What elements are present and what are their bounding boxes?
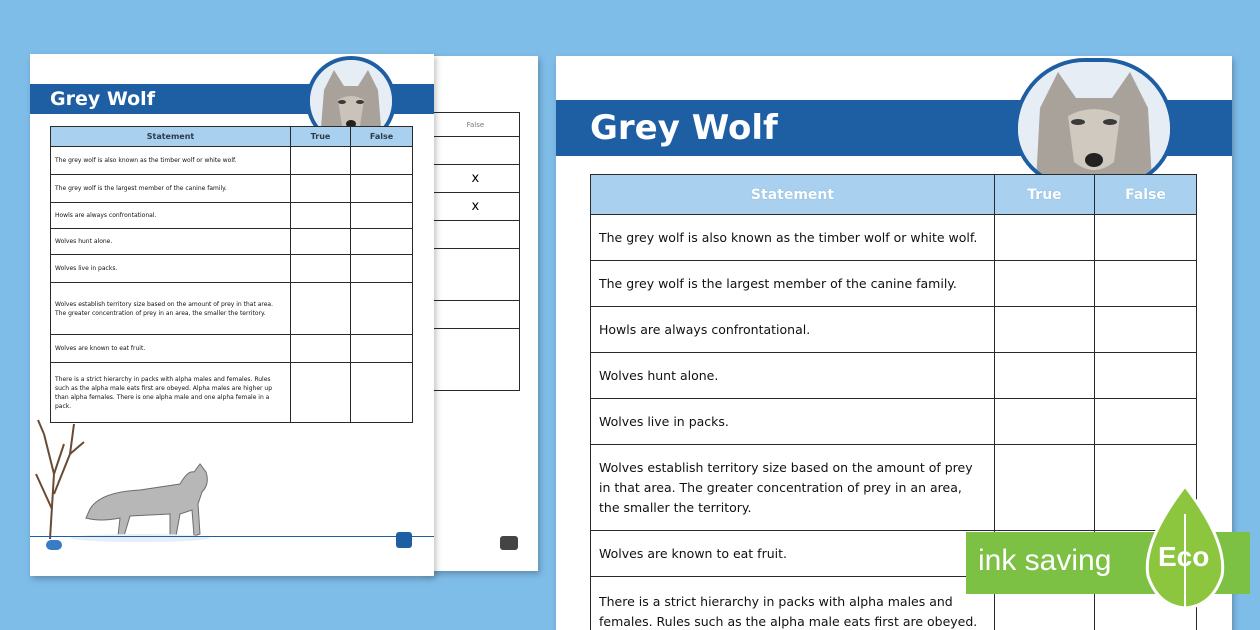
column-header-false: False	[351, 127, 413, 147]
false-checkbox-cell[interactable]	[351, 175, 413, 203]
true-checkbox-cell[interactable]	[291, 229, 351, 255]
eco-badge-label: ink saving	[978, 544, 1112, 577]
column-header-true: True	[995, 175, 1095, 215]
false-checkbox-cell[interactable]	[351, 283, 413, 335]
statement-cell: The grey wolf is also known as the timber wolf or white wolf.	[51, 147, 291, 175]
false-checkbox-cell[interactable]	[351, 335, 413, 363]
true-checkbox-cell[interactable]	[291, 255, 351, 283]
statement-cell: Wolves hunt alone.	[591, 353, 995, 399]
page-title: Grey Wolf	[50, 88, 155, 110]
wolf-face-icon	[1014, 58, 1174, 186]
statement-cell: The grey wolf is the largest member of the canine family.	[51, 175, 291, 203]
statement-cell: Wolves establish territory size based on the amount of prey in that area. The greater concentration of prey in an area, the smaller the territory.	[51, 283, 291, 335]
true-checkbox-cell[interactable]	[291, 175, 351, 203]
column-header-statement: Statement	[591, 175, 995, 215]
false-checkbox-cell[interactable]	[1095, 353, 1197, 399]
footer-bar	[30, 536, 434, 537]
column-header-statement: Statement	[51, 127, 291, 147]
true-checkbox-cell[interactable]	[291, 363, 351, 423]
column-header-false: False	[1095, 175, 1197, 215]
statement-cell: Wolves live in packs.	[51, 255, 291, 283]
statement-cell: There is a strict hierarchy in packs with alpha males and females. Rules such as the alpha male eats first are obeyed.	[591, 577, 995, 630]
statement-cell: The grey wolf is also known as the timber wolf or white wolf.	[591, 215, 995, 261]
false-checkbox-cell[interactable]	[351, 147, 413, 175]
true-checkbox-cell[interactable]	[995, 353, 1095, 399]
statement-cell: Wolves are known to eat fruit.	[591, 531, 995, 577]
statement-cell: The grey wolf is the largest member of the canine family.	[591, 261, 995, 307]
true-checkbox-cell[interactable]	[291, 203, 351, 229]
worksheet-thumbnail	[30, 54, 434, 576]
false-checkbox-cell[interactable]	[1095, 261, 1197, 307]
true-checkbox-cell[interactable]	[995, 399, 1095, 445]
wolf-standing-icon	[30, 414, 230, 544]
footer-logo-icon	[396, 532, 412, 548]
false-checkbox-cell[interactable]	[351, 229, 413, 255]
statement-cell: Howls are always confrontational.	[51, 203, 291, 229]
true-checkbox-cell[interactable]	[291, 147, 351, 175]
eco-badge-word: Eco	[1158, 541, 1210, 572]
true-checkbox-cell[interactable]	[995, 445, 1095, 531]
answer-header-false: False	[431, 113, 519, 137]
false-checkbox-cell[interactable]	[351, 255, 413, 283]
false-checkbox-cell[interactable]	[351, 203, 413, 229]
statement-cell: Wolves are known to eat fruit.	[51, 335, 291, 363]
column-header-true: True	[291, 127, 351, 147]
true-checkbox-cell[interactable]	[995, 215, 1095, 261]
footer-logo-icon	[500, 536, 518, 550]
statement-cell: Wolves live in packs.	[591, 399, 995, 445]
statement-cell: Wolves hunt alone.	[51, 229, 291, 255]
answer-mark: x	[431, 165, 519, 193]
statement-table-small	[50, 126, 413, 423]
page-title: Grey Wolf	[590, 108, 778, 148]
false-checkbox-cell[interactable]	[1095, 215, 1197, 261]
false-checkbox-cell[interactable]	[1095, 399, 1197, 445]
answer-sheet-back	[420, 56, 538, 571]
true-checkbox-cell[interactable]	[995, 307, 1095, 353]
statement-cell: There is a strict hierarchy in packs with alpha males and females. Rules such as the alpha male eats first are obeyed. Alpha males are higher up than alpha females. There is one alpha male and one alpha female in a pack.	[51, 363, 291, 423]
statement-cell: Howls are always confrontational.	[591, 307, 995, 353]
answer-mark: x	[431, 193, 519, 221]
answer-table	[426, 112, 520, 391]
true-checkbox-cell[interactable]	[995, 261, 1095, 307]
brand-logo-icon	[46, 540, 62, 550]
true-checkbox-cell[interactable]	[291, 335, 351, 363]
false-checkbox-cell[interactable]	[351, 363, 413, 423]
false-checkbox-cell[interactable]	[1095, 307, 1197, 353]
statement-cell: Wolves establish territory size based on the amount of prey in that area. The greater concentration of prey in an area, the smaller the territory.	[591, 445, 995, 531]
true-checkbox-cell[interactable]	[291, 283, 351, 335]
